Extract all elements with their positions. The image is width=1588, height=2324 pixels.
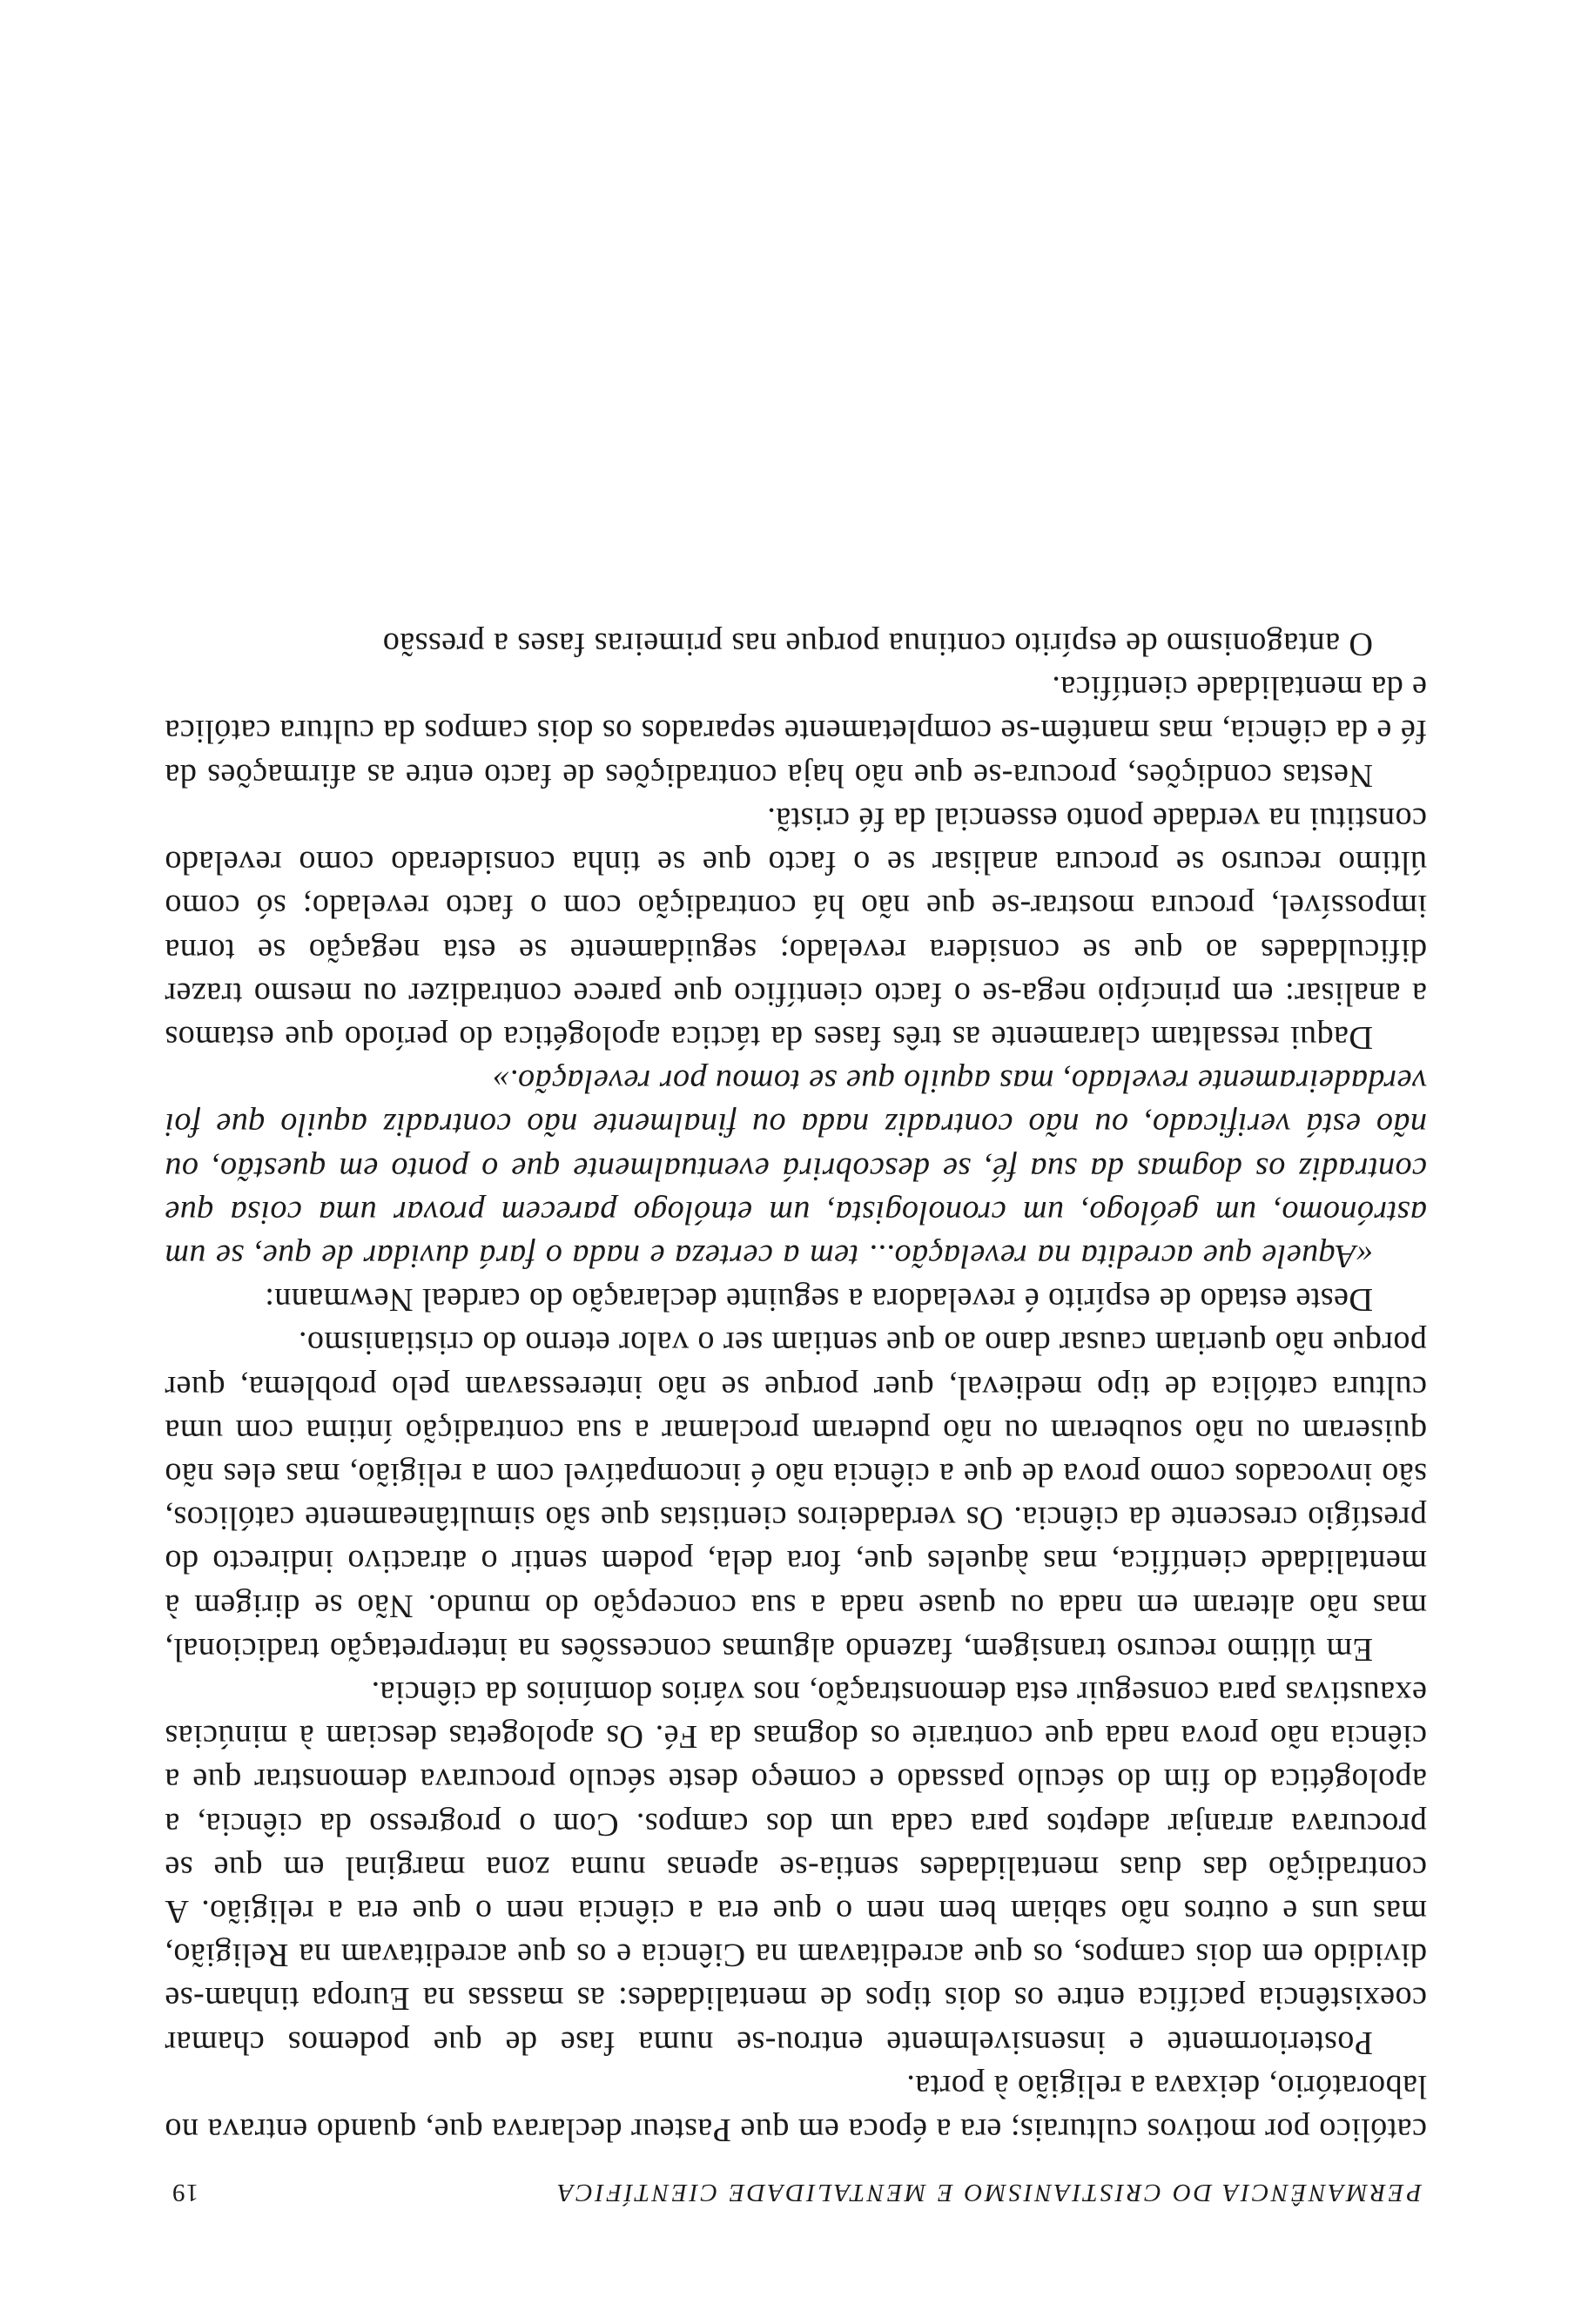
paragraph-2: Posteriormente e insensivelmente entrou-se numa fase de que podemos chamar coexistência pacífica entre os dois tipos de mentalidades: as massas na Europa tinham-se dividido em dois campos, os que acreditavam na Ciência e os que acreditavam na Religião, mas uns e outros não sabiam bem nem o que era a ciência nem o que era a religião. A contradição das duas mentalidades sentia-se apenas numa zona marginal em que se procurava arranjar adeptos para cada um dos campos. Com o progresso da ciência, a apologética do fim do século passado e começo deste século procurava demonstrar que a ciência não prova nada que contrarie os dogmas da Fé. Os apologetas desciam à minúcias exaustivas para conseguir esta demonstração, nos vários domínios da ciência.: [165, 1674, 1427, 2061]
paragraph-1: católico por motivos culturais; era a época em que Pasteur declarava que, quando entrava no laboratório, deixava a religião à porta.: [165, 2067, 1427, 2148]
paragraph-4: Deste estado de espírito é reveladora a seguinte declaração do cardeal Newmann:: [264, 1281, 1373, 1319]
text-block: [165, 622, 1427, 2206]
paragraph-3: Em último recurso transigem, fazendo algumas concessões na interpretação tradicional, mas não alteram em nada ou quase nada a sua concepção do mundo. Não se dirigem à mentalidade científica, mas àqueles que, fora dela, podem sentir o atractivo indirecto do prestígio crescente da ciência. Os verdadeiros cientistas que são simultâneamente católicos, são invocados como prova de que a ciência não é incompatível com a religião, mas eles não quiseram ou não souberam ou não puderam proclamar a sua contradição íntima com uma cultura católica de tipo medieval, quer porque se não interessavam pelo problema, quer porque não queriam causar dano ao que sentiam ser o valor eterno do cristianismo.: [165, 1325, 1427, 1668]
paragraph-5: Daqui ressaltam claramente as três fases da táctica apologética do período que estamos a analisar: em princípio nega-se o facto científico que parece contradizer ou mesmo trazer dificuldades ao que se considera revelado; seguidamente se esta negação se torna impossível, procura mostrar-se que não há contradição com o facto revelado; só como último recurso se procura analisar se o facto que se tinha considerado como revelado constitui na verdade ponto essencial da fé cristã.: [165, 800, 1427, 1056]
running-head: [165, 2178, 1427, 2206]
paragraph-6: Nestas condições, procura-se que não haja contradições de facto entre as afirmações da fé e da ciência, mas mantêm-se completamente separados os dois campos da cultura católica e da mentalidade científica.: [165, 669, 1427, 794]
quotation: «Aquele que acredita na revelação... tem a certeza e nada o fará duvidar de que, se um astrónomo, um geólogo, um cronologista, um etnólogo parecem provar uma coisa que contradiz os dogmas da sua fé, se descobrirá eventualmente que o ponto em questão, ou não está verificado, ou não contradiz nada ou finalmente não contradiz aquilo que foi verdadeiramente revelado, mas aquilo que se tomou por revelação.»: [165, 1063, 1427, 1274]
paragraph-7: O antagonismo de espírito continua porque nas primeiras fases a pressão: [382, 626, 1373, 663]
running-title: PERMANÊNCIA DO CRISTIANISMO E MENTALIDADE CIENTÍFICA: [555, 2179, 1422, 2206]
page-number: 19: [172, 2179, 198, 2206]
